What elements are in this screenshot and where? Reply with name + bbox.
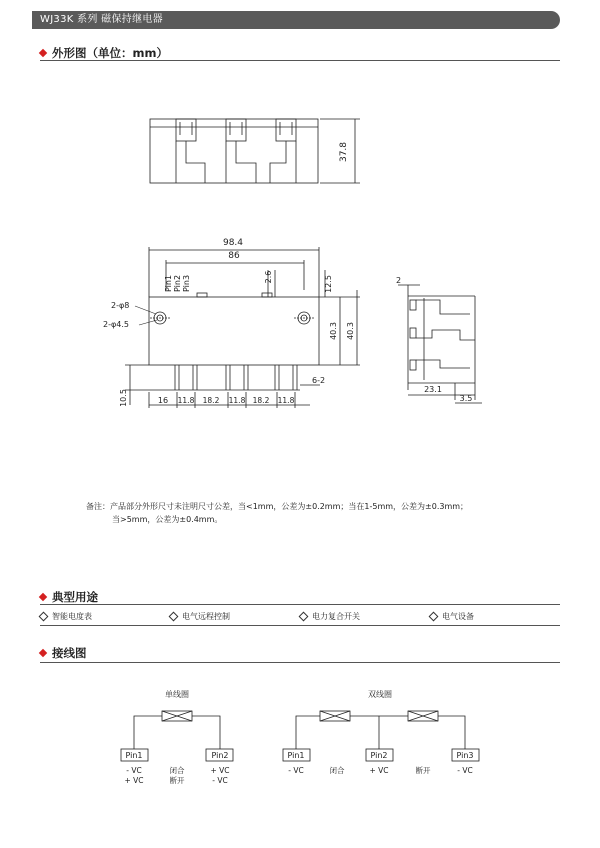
section-rule xyxy=(40,60,560,61)
pin1-label: Pin1 xyxy=(164,274,173,292)
dim-12-5: 12.5 xyxy=(324,275,333,293)
double-coil-title: 双线圈 xyxy=(368,690,392,699)
single-pin1: Pin1 xyxy=(125,751,143,760)
double-state-1: 闭合 xyxy=(329,766,345,775)
diamond-outline-icon xyxy=(429,612,439,622)
dim-16: 16 xyxy=(157,396,169,405)
top-view xyxy=(150,119,360,183)
dim-18-2-b: 18.2 xyxy=(252,396,270,405)
single-pin1-row2: + VC xyxy=(124,776,144,785)
section-wiring-title: 接线图 xyxy=(52,646,87,660)
dim-2: 2 xyxy=(396,276,402,285)
dim-37-8: 37.8 xyxy=(339,141,349,163)
pin3-label: Pin3 xyxy=(182,274,191,292)
double-state-2: 断开 xyxy=(415,766,431,775)
diamond-bullet-icon xyxy=(39,49,47,57)
section-apps-title: 典型用途 xyxy=(52,590,98,604)
note-line-2: 当>5mm，公差为±0.4mm。 xyxy=(112,515,223,524)
dim-98-4: 98.4 xyxy=(222,238,244,248)
dim-6-2: 6-2 xyxy=(312,376,326,385)
double-pin3-row1: - VC xyxy=(457,766,473,775)
pin2-label: Pin2 xyxy=(173,274,182,292)
dim-2-phi4-5: 2-φ4.5 xyxy=(103,320,129,329)
dim-10-5: 10.5 xyxy=(119,389,128,407)
dim-23-1: 23.1 xyxy=(424,385,442,394)
application-item: 智能电度表 xyxy=(40,611,170,622)
application-item: 电气设备 xyxy=(430,611,560,622)
diamond-bullet-icon xyxy=(39,593,47,601)
dim-40-3-outer: 40.3 xyxy=(346,322,355,340)
note-line-1: 备注：产品部分外形尺寸未注明尺寸公差，当<1mm，公差为±0.2mm；当在1-5mm，公差为±0.3mm； xyxy=(86,502,469,511)
section-rule xyxy=(40,662,560,663)
section-wiring-heading xyxy=(40,645,87,661)
dim-11-8-a: 11.8 xyxy=(177,396,195,405)
single-pin2: Pin2 xyxy=(211,751,229,760)
single-pin2-row1: + VC xyxy=(210,766,230,775)
dim-40-3-inner: 40.3 xyxy=(329,322,338,340)
section-rule xyxy=(40,625,560,626)
section-rule xyxy=(40,604,560,605)
double-pin1: Pin1 xyxy=(287,751,305,760)
double-pin2: Pin2 xyxy=(370,751,388,760)
dim-18-2-a: 18.2 xyxy=(202,396,220,405)
single-state-2: 断开 xyxy=(169,776,185,785)
wiring-diagram xyxy=(0,680,600,810)
application-item: 电力复合开关 xyxy=(300,611,430,622)
dim-2-6: 2.6 xyxy=(264,270,273,284)
tolerance-note xyxy=(86,500,468,526)
dim-86: 86 xyxy=(228,251,240,261)
single-pin1-row1: - VC xyxy=(126,766,142,775)
double-pin1-row1: - VC xyxy=(288,766,304,775)
section-outline-heading xyxy=(40,45,168,61)
diamond-bullet-icon xyxy=(39,649,47,657)
diamond-outline-icon xyxy=(169,612,179,622)
dim-11-8-b: 11.8 xyxy=(228,396,246,405)
single-coil-title: 单线圈 xyxy=(165,690,189,699)
diamond-outline-icon xyxy=(39,612,49,622)
diamond-outline-icon xyxy=(299,612,309,622)
header-title: WJ33K 系列 磁保持继电器 xyxy=(40,14,163,25)
double-pin2-row1: + VC xyxy=(369,766,389,775)
section-outline-title: 外形图（单位：mm） xyxy=(52,46,168,60)
application-item: 电气远程控制 xyxy=(170,611,300,622)
single-state-1: 闭合 xyxy=(169,766,185,775)
dim-2-phi8: 2-φ8 xyxy=(111,301,130,310)
double-pin3: Pin3 xyxy=(456,751,474,760)
applications-list xyxy=(40,611,560,622)
section-apps-heading xyxy=(40,589,98,605)
dim-3-5: 3.5 xyxy=(459,394,473,403)
dim-11-8-c: 11.8 xyxy=(277,396,295,405)
outline-drawing xyxy=(0,90,600,520)
single-pin2-row2: - VC xyxy=(212,776,228,785)
